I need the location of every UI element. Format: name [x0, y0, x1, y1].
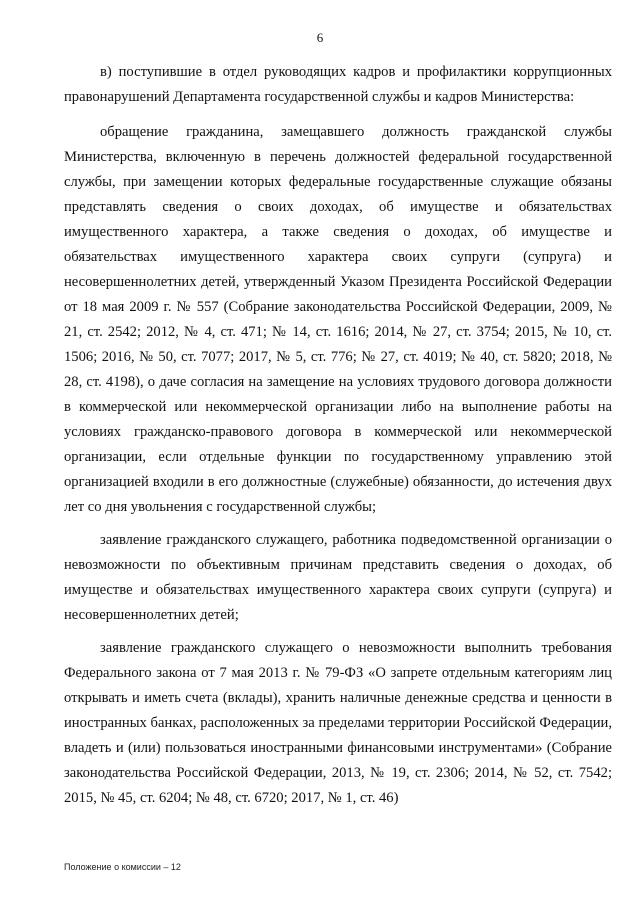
- paragraph-appeal: обращение гражданина, замещавшего должность гражданской службы Министерства, включенную в перечень должностей федеральной государственной службы, при замещении которых федеральные государственные служащие обязаны представлять сведения о своих доходах, об имуществе и обязательствах имущественного характера, а также сведения о доходах, об имуществе и обязательствах имущественного характера своих супруги (супруга) и несовершеннолетних детей, утвержденный Указом Президента Российской Федерации от 18 мая 2009 г. № 557 (Собрание законодательства Российской Федерации, 2009, № 21, ст. 2542; 2012, № 4, ст. 471; № 14, ст. 1616; 2014, № 27, ст. 3754; 2015, № 10, ст. 1506; 2016, № 50, ст. 7077; 2017, № 5, ст. 776; № 27, ст. 4019; № 40, ст. 5820; 2018, № 28, ст. 4198), о даче согласия на замещение на условиях трудового договора должности в коммерческой или некоммерческой организации либо на выполнение работы на условиях гражданско-правового договора в коммерческой или некоммерческой организации, если отдельные функции по государственному управлению этой организацией входили в его должностные (служебные) обязанности, до истечения двух лет со дня увольнения с государственной службы;: [64, 124, 612, 515]
- paragraph-intro: в) поступившие в отдел руководящих кадров и профилактики коррупционных правонарушений Департамента государственной службы и кадров Министерства:: [64, 64, 612, 105]
- document-body: [64, 60, 612, 819]
- paragraph-statement-foreign-assets: заявление гражданского служащего о невозможности выполнить требования Федерального закона от 7 мая 2013 г. № 79-ФЗ «О запрете отдельным категориям лиц открывать и иметь счета (вклады), хранить наличные денежные средства и ценности в иностранных банках, расположенных за пределами территории Российской Федерации, владеть и (или) пользоваться иностранными финансовыми инструментами» (Собрание законодательства Российской Федерации, 2013, № 19, ст. 2306; 2014, № 52, ст. 7542; 2015, № 45, ст. 6204; № 48, ст. 6720; 2017, № 1, ст. 46): [64, 640, 612, 806]
- footer-note: Положение о комиссии – 12: [64, 862, 181, 872]
- paragraph-statement-income: заявление гражданского служащего, работника подведомственной организации о невозможности по объективным причинам представить сведения о доходах, об имуществе и обязательствах имущественного характера своих супруги (супруга) и несовершеннолетних детей;: [64, 532, 612, 623]
- page-number: 6: [316, 30, 324, 45]
